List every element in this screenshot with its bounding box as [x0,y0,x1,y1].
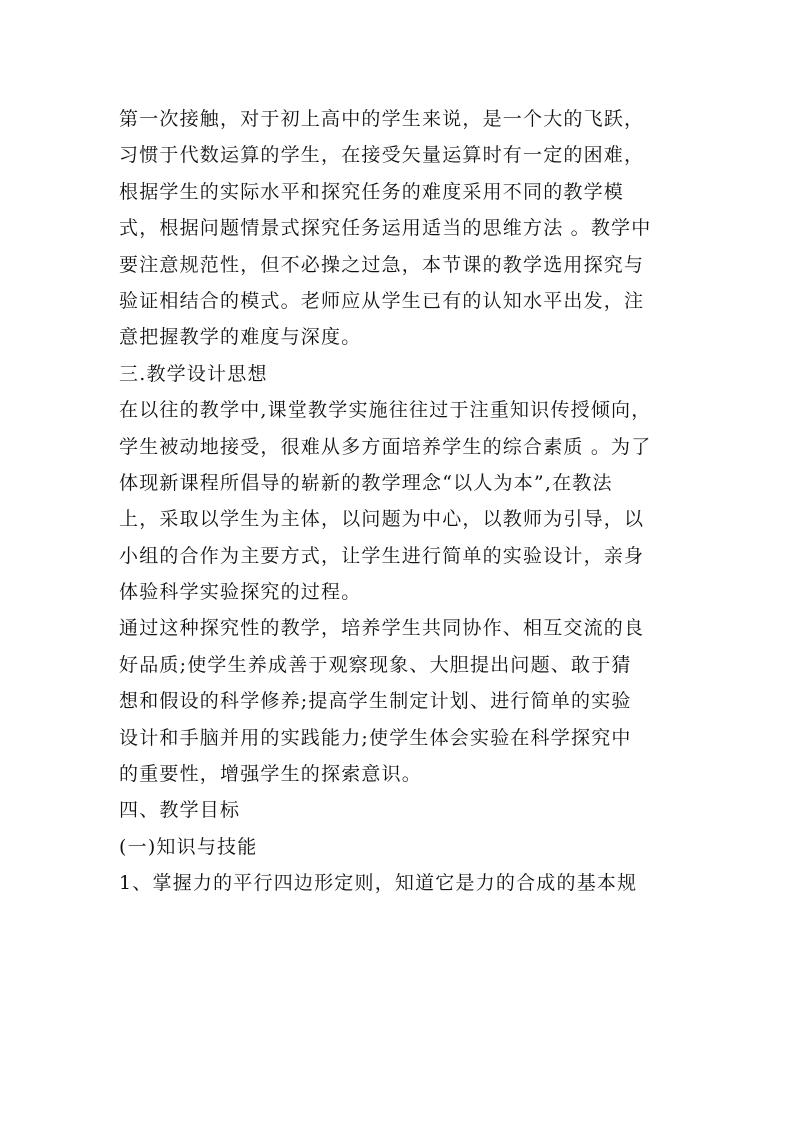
text-line: 设计和手脑并用的实践能力;使学生体会实验在科学探究中 [119,726,632,749]
text-line: 想和假设的科学修养;提高学生制定计划、进行简单的实验 [119,690,632,713]
text-line: 根据学生的实际水平和探究任务的难度采用不同的教学模 [119,180,625,203]
text-line: 在以往的教学中,课堂教学实施往往过于注重知识传授倾向， [119,399,652,422]
text-line: 上，采取以学生为主体，以问题为中心，以教师为引导，以 [119,508,645,531]
text-line: 习惯于代数运算的学生，在接受矢量运算时有一定的困难， [119,144,645,167]
text-line: 的重要性，增强学生的探索意识。 [119,763,423,786]
text-line: 通过这种探究性的教学，培养学生共同协作、相互交流的良 [119,617,645,640]
text-line: 要注意规范性，但不必操之过急，本节课的教学选用探究与 [119,253,645,276]
document-body [119,101,689,902]
text-line: 体验科学实验探究的过程。 [119,581,362,604]
section-heading-design: 三.教学设计思想 [119,362,268,385]
text-line: 第一次接触，对于初上高中的学生来说，是一个大的飞跃， [119,108,645,130]
text-line: 好品质;使学生养成善于观察现象、大胆提出问题、敢于猜 [119,653,632,676]
text-line: 学生被动地接受，很难从多方面培养学生的综合素质 。为了 [119,435,652,458]
text-line: 小组的合作为主要方式，让学生进行简单的实验设计，亲身 [119,544,645,567]
text-line: 式，根据问题情景式探究任务运用适当的思维方法 。教学中 [119,217,652,240]
text-line: 1、掌握力的平行四边形定则，知道它是力的合成的基本规 [119,872,638,895]
text-line: 体现新课程所倡导的崭新的教学理念“以人为本”,在教法 [119,471,613,494]
text-line: 意把握教学的难度与深度。 [119,326,362,349]
text-line: 验证相结合的模式。老师应从学生已有的认知水平出发，注 [119,289,645,312]
section-heading-objectives: 四、教学目标 [119,799,241,822]
subsection-heading-knowledge: (一)知识与技能 [119,835,258,858]
